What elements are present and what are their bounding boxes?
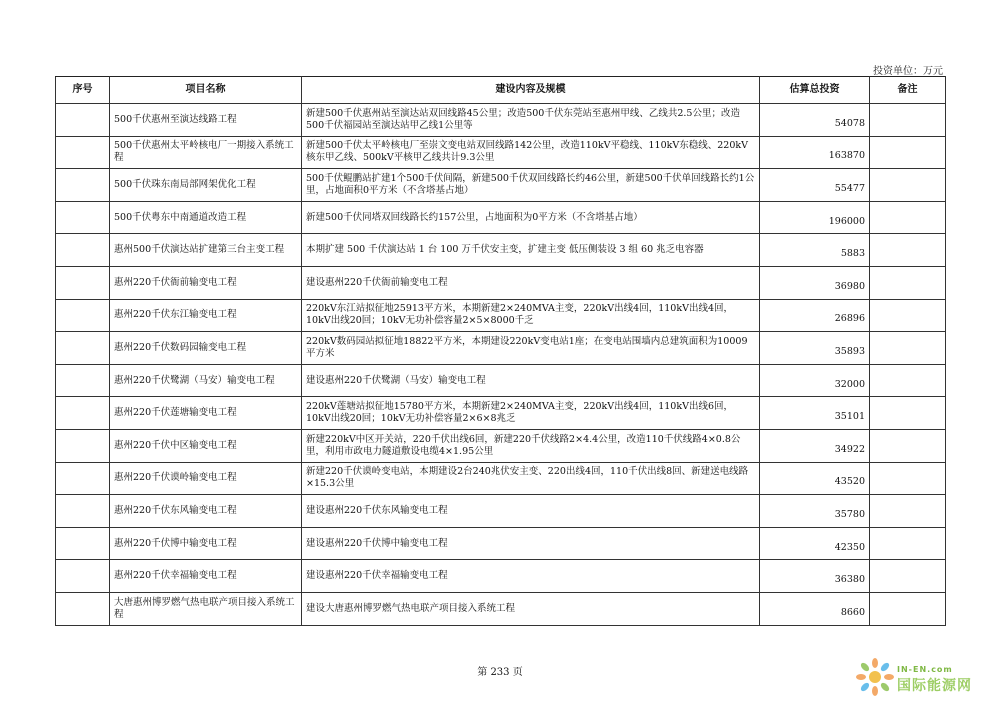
table-row <box>56 397 946 430</box>
investment-value: 32000 <box>834 378 865 390</box>
remarks-cell <box>870 299 946 332</box>
header-estimated-investment: 估算总投资 <box>760 77 870 104</box>
project-name-cell: 大唐惠州博罗燃气热电联产项目接入系统工程 <box>110 592 302 625</box>
estimated-investment-cell <box>760 104 870 137</box>
project-name-cell: 500千伏珠东南局部网架优化工程 <box>110 169 302 202</box>
construction-content-cell: 建设惠州220千伏鹭湖（马安）输变电工程 <box>302 364 760 397</box>
project-name-cell: 惠州220千伏衙前输变电工程 <box>110 266 302 299</box>
table-row <box>56 364 946 397</box>
estimated-investment-cell <box>760 462 870 495</box>
project-name-cell: 惠州220千伏莲塘输变电工程 <box>110 397 302 430</box>
table-row <box>56 332 946 365</box>
investment-unit-note: 投资单位：万元 <box>873 66 943 77</box>
estimated-investment-cell <box>760 136 870 169</box>
construction-content-cell: 新建500千伏惠州站至演达站双回线路45公里；改造500千伏东莞站至惠州甲线、乙线共2.5公里；改造500千伏福园站至演达站甲乙线1公里等 <box>302 104 760 137</box>
remarks-cell <box>870 592 946 625</box>
construction-content-cell: 新建220kV中区开关站，220千伏出线6回，新建220千伏线路2×4.4公里，改造110千伏线路4×0.8公里，利用市政电力隧道敷设电缆4×1.95公里 <box>302 429 760 462</box>
table-row <box>56 429 946 462</box>
project-name-cell: 500千伏粤东中南通道改造工程 <box>110 201 302 234</box>
construction-content-cell: 500千伏鲲鹏站扩建1个500千伏间隔，新建500千伏双回线路长约46公里，新建500千伏单回线路长约1公里，占地面积0平方米（不含塔基占地） <box>302 169 760 202</box>
project-name-cell: 惠州220千伏博中输变电工程 <box>110 527 302 560</box>
remarks-cell <box>870 332 946 365</box>
construction-content-cell: 建设惠州220千伏东风输变电工程 <box>302 495 760 528</box>
remarks-cell <box>870 201 946 234</box>
investment-value: 36980 <box>834 280 865 292</box>
header-remarks: 备注 <box>870 77 946 104</box>
serial-no-cell <box>56 592 110 625</box>
table-row <box>56 560 946 593</box>
serial-no-cell <box>56 299 110 332</box>
estimated-investment-cell <box>760 201 870 234</box>
table-row <box>56 462 946 495</box>
table-row <box>56 527 946 560</box>
remarks-cell <box>870 169 946 202</box>
header-serial-no: 序号 <box>56 77 110 104</box>
serial-no-cell <box>56 332 110 365</box>
remarks-cell <box>870 397 946 430</box>
watermark-domain: IN-EN.com <box>897 665 953 674</box>
serial-no-cell <box>56 397 110 430</box>
serial-no-cell <box>56 266 110 299</box>
estimated-investment-cell <box>760 495 870 528</box>
project-name-cell: 500千伏惠州太平岭核电厂一期接入系统工程 <box>110 136 302 169</box>
remarks-cell <box>870 104 946 137</box>
investment-value: 35780 <box>834 508 865 520</box>
estimated-investment-cell <box>760 169 870 202</box>
project-name-cell: 惠州220千伏东江输变电工程 <box>110 299 302 332</box>
sun-flower-icon <box>855 657 895 697</box>
construction-content-cell: 建设惠州220千伏幸福输变电工程 <box>302 560 760 593</box>
investment-value: 163870 <box>828 150 865 162</box>
project-name-cell: 惠州220千伏幸福输变电工程 <box>110 560 302 593</box>
construction-content-cell: 220kV数码园站拟征地18822平方米，本期建设220kV变电站1座；在变电站围墙内总建筑面积为10009平方米 <box>302 332 760 365</box>
investment-value: 36380 <box>834 574 865 586</box>
construction-content-cell: 建设大唐惠州博罗燃气热电联产项目接入系统工程 <box>302 592 760 625</box>
remarks-cell <box>870 495 946 528</box>
remarks-cell <box>870 364 946 397</box>
project-name-cell: 惠州500千伏演达站扩建第三台主变工程 <box>110 234 302 267</box>
investment-value: 35101 <box>834 411 865 423</box>
investment-value: 196000 <box>828 215 865 227</box>
estimated-investment-cell <box>760 397 870 430</box>
investment-value: 34922 <box>834 443 865 455</box>
investment-value: 8660 <box>840 606 865 618</box>
construction-content-cell: 220kV东江站拟征地25913平方米，本期新建2×240MVA主变，220kV出线4回，110kV出线4回，10kV出线20回；10kV无功补偿容量2×5×8000千乏 <box>302 299 760 332</box>
estimated-investment-cell <box>760 266 870 299</box>
construction-content-cell: 新建500千伏太平岭核电厂至崇文变电站双回线路142公里，改造110kV平稳线、110kV东稳线、220kV核东甲乙线、500kV平核甲乙线共计9.3公里 <box>302 136 760 169</box>
estimated-investment-cell <box>760 299 870 332</box>
remarks-cell <box>870 429 946 462</box>
investment-value: 43520 <box>834 476 865 488</box>
serial-no-cell <box>56 201 110 234</box>
construction-content-cell: 本期扩建 500 千伏演达站 1 台 100 万千伏安主变，扩建主变 低压侧装设 3 组 60 兆乏电容器 <box>302 234 760 267</box>
project-name-cell: 惠州220千伏中区输变电工程 <box>110 429 302 462</box>
site-watermark-logo <box>855 655 1000 699</box>
project-table <box>55 76 946 626</box>
remarks-cell <box>870 560 946 593</box>
table-row <box>56 234 946 267</box>
table-row <box>56 104 946 137</box>
serial-no-cell <box>56 234 110 267</box>
remarks-cell <box>870 462 946 495</box>
remarks-cell <box>870 234 946 267</box>
table-row <box>56 299 946 332</box>
estimated-investment-cell <box>760 234 870 267</box>
project-name-cell: 惠州220千伏数码园输变电工程 <box>110 332 302 365</box>
serial-no-cell <box>56 169 110 202</box>
serial-no-cell <box>56 136 110 169</box>
construction-content-cell: 220kV莲塘站拟征地15780平方米，本期新建2×240MVA主变，220kV出线4回，110kV出线6回，10kV出线20回；10kV无功补偿容量2×6×8兆乏 <box>302 397 760 430</box>
project-name-cell: 惠州220千伏谟岭输变电工程 <box>110 462 302 495</box>
remarks-cell <box>870 527 946 560</box>
estimated-investment-cell <box>760 527 870 560</box>
serial-no-cell <box>56 429 110 462</box>
project-name-cell: 500千伏惠州至演达线路工程 <box>110 104 302 137</box>
serial-no-cell <box>56 364 110 397</box>
investment-value: 54078 <box>834 117 865 129</box>
table-row <box>56 136 946 169</box>
header-project-name: 项目名称 <box>110 77 302 104</box>
investment-value: 26896 <box>834 313 865 325</box>
page-number: 第 233 页 <box>477 667 523 678</box>
table-row <box>56 266 946 299</box>
serial-no-cell <box>56 462 110 495</box>
construction-content-cell: 新建500千伏同塔双回线路长约157公里，占地面积为0平方米（不含塔基占地） <box>302 201 760 234</box>
investment-value: 5883 <box>840 248 865 260</box>
estimated-investment-cell <box>760 429 870 462</box>
serial-no-cell <box>56 560 110 593</box>
table-header-row <box>56 77 946 104</box>
remarks-cell <box>870 136 946 169</box>
serial-no-cell <box>56 104 110 137</box>
serial-no-cell <box>56 527 110 560</box>
estimated-investment-cell <box>760 332 870 365</box>
estimated-investment-cell <box>760 364 870 397</box>
remarks-cell <box>870 266 946 299</box>
table-row <box>56 495 946 528</box>
watermark-name: 国际能源网 <box>897 678 972 694</box>
header-construction-content: 建设内容及规模 <box>302 77 760 104</box>
investment-value: 42350 <box>834 541 865 553</box>
table-row <box>56 201 946 234</box>
investment-value: 55477 <box>834 182 865 194</box>
project-name-cell: 惠州220千伏东风输变电工程 <box>110 495 302 528</box>
estimated-investment-cell <box>760 560 870 593</box>
construction-content-cell: 新建220千伏谟岭变电站，本期建设2台240兆伏安主变、220出线4回，110千伏出线8回、新建送电线路×15.3公里 <box>302 462 760 495</box>
table-row <box>56 169 946 202</box>
project-name-cell: 惠州220千伏鹭湖（马安）输变电工程 <box>110 364 302 397</box>
table-row <box>56 592 946 625</box>
estimated-investment-cell <box>760 592 870 625</box>
construction-content-cell: 建设惠州220千伏博中输变电工程 <box>302 527 760 560</box>
serial-no-cell <box>56 495 110 528</box>
investment-value: 35893 <box>834 345 865 357</box>
construction-content-cell: 建设惠州220千伏衙前输变电工程 <box>302 266 760 299</box>
